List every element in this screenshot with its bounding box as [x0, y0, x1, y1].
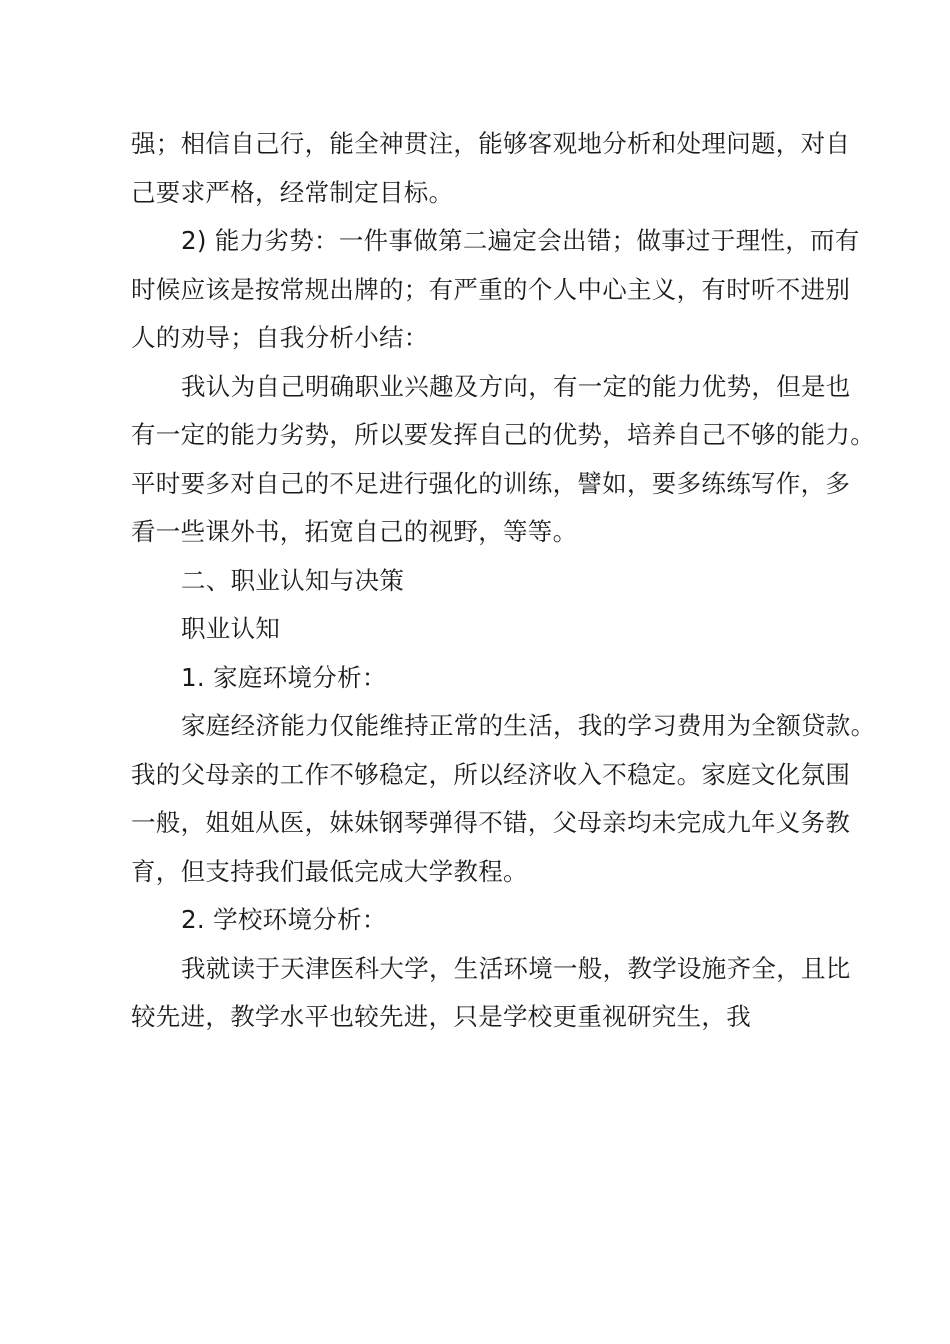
text-line: 育，但支持我们最低完成大学教程。	[131, 856, 528, 886]
text-line: 看一些课外书，拓宽自己的视野，等等。	[131, 517, 578, 546]
text-line: 我认为自己明确职业兴趣及方向，有一定的能力优势，但是也	[181, 371, 851, 401]
text-line: 强；相信自己行，能全神贯注，能够客观地分析和处理问题，对自	[131, 129, 851, 158]
text-line: 时候应该是按常规出牌的；有严重的个人中心主义，有时听不进别	[131, 274, 851, 304]
text-line: 有一定的能力劣势，所以要发挥自己的优势，培养自己不够的能力。	[131, 420, 875, 449]
document-body	[131, 120, 876, 1042]
section-heading: 二、职业认知与决策	[181, 565, 405, 595]
text-line: 人的劝导；自我分析小结：	[131, 323, 429, 352]
text-line: 平时要多对自己的不足进行强化的训练，譬如，要多练练写作，多	[131, 468, 851, 498]
text-line: 一般，姐姐从医，妹妹钢琴弹得不错，父母亲均未完成九年义务教	[131, 808, 851, 837]
text-line: 我就读于天津医科大学，生活环境一般，教学设施齐全，且比	[181, 953, 851, 983]
text-line: 家庭经济能力仅能维持正常的生活，我的学习费用为全额贷款。	[181, 711, 876, 740]
text-line: 较先进，教学水平也较先进，只是学校更重视研究生，我	[131, 1002, 751, 1031]
item-heading: 1. 家庭环境分析：	[181, 662, 387, 692]
subsection-heading: 职业认知	[181, 614, 281, 643]
text-line: 我的父母亲的工作不够稳定，所以经济收入不稳定。家庭文化氛围	[131, 759, 851, 789]
text-line: 己要求严格，经常制定目标。	[131, 177, 454, 207]
item-heading: 2. 学校环境分析：	[181, 905, 387, 934]
text-line: 2) 能力劣势：一件事做第二遍定会出错；做事过于理性，而有	[181, 226, 860, 255]
